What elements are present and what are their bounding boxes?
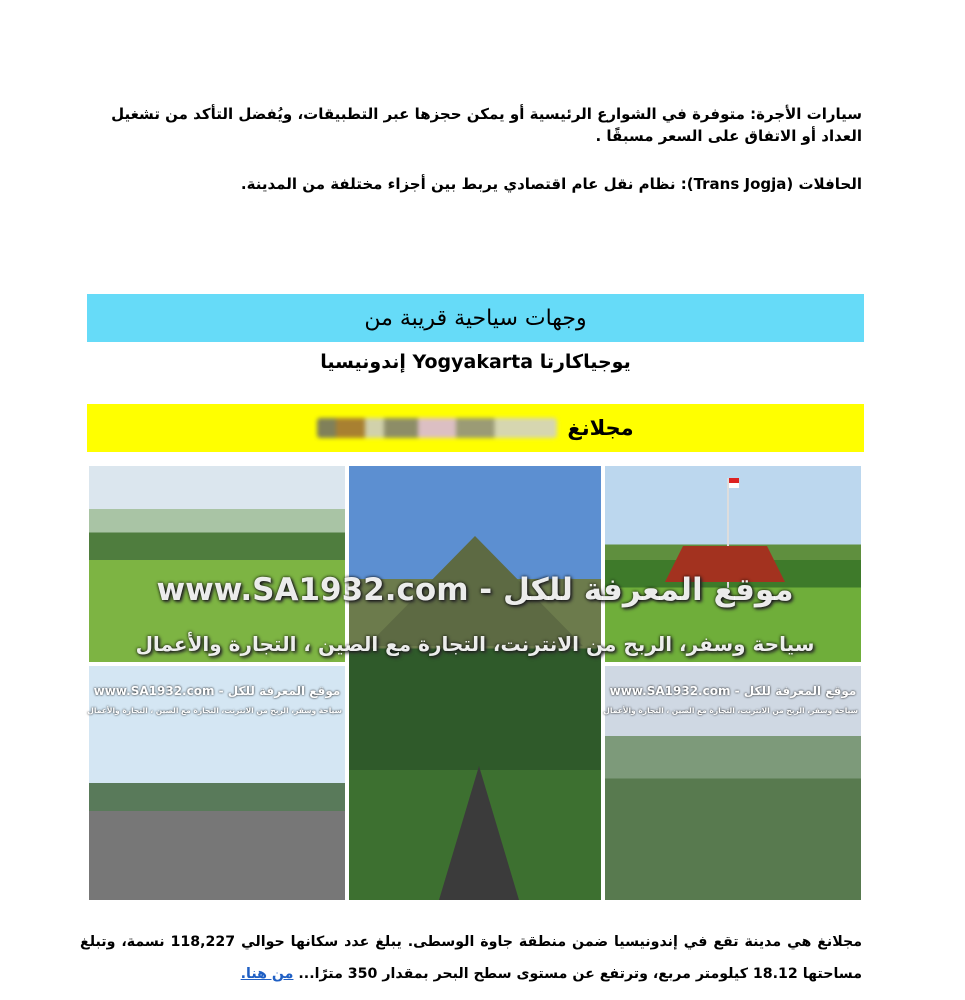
blurred-place-name [317,418,557,438]
read-more-link[interactable]: من هنا. [240,966,294,982]
road-shape [439,766,519,900]
place-label: مجلانغ [567,416,634,440]
street-photo [89,666,345,900]
section-subheading: يوجياكارتا Yogyakarta إندونيسيا [320,351,631,373]
description-text: مجلانغ هي مدينة تقع في إندونيسيا ضمن منطقة جاوة الوسطى. يبلغ عدد سكانها حوالي 118,227 نسمة، وتبلغ مساحتها 18.12 كيلومتر مربع، وترتفع عن مستوى سطح البحر بمقدار 350 مترًا... [80,934,862,982]
city-description [80,926,862,990]
section-heading-box [87,294,864,342]
watermark-tagline: سياحة وسفر، الربح من الانترنت، التجارة مع الصين ، التجارة والأعمال [135,632,815,656]
watermark-site: موقع المعرفة للكل - www.SA1932.com [156,572,794,608]
section-heading: وجهات سياحية قريبة من [364,305,587,331]
flag-icon [729,478,739,488]
place-heading-box [87,404,864,452]
watermark-small-tagline-right: سياحة وسفر، الربح من الانترنت، التجارة مع الصين ، التجارة والأعمال [603,706,858,715]
photo-collage [89,466,861,900]
bus-paragraph: الحافلات (Trans Jogja): نظام نقل عام اقتصادي يربط بين أجزاء مختلفة من المدينة. [240,175,862,193]
terrace-town-photo [605,666,861,900]
watermark-small-tagline-left: سياحة وسفر، الربح من الانترنت، التجارة مع الصين ، التجارة والأعمال [87,706,342,715]
watermark-small-site-right: موقع المعرفة للكل - www.SA1932.com [609,684,857,698]
taxi-paragraph: سيارات الأجرة: متوفرة في الشوارع الرئيسية أو يمكن حجزها عبر التطبيقات، ويُفضل التأكد من تشغيل العداد أو الاتفاق على السعر مسبقًا . [111,105,862,145]
mountain-road-photo [349,466,601,900]
watermark-small-site-left: موقع المعرفة للكل - www.SA1932.com [93,684,341,698]
